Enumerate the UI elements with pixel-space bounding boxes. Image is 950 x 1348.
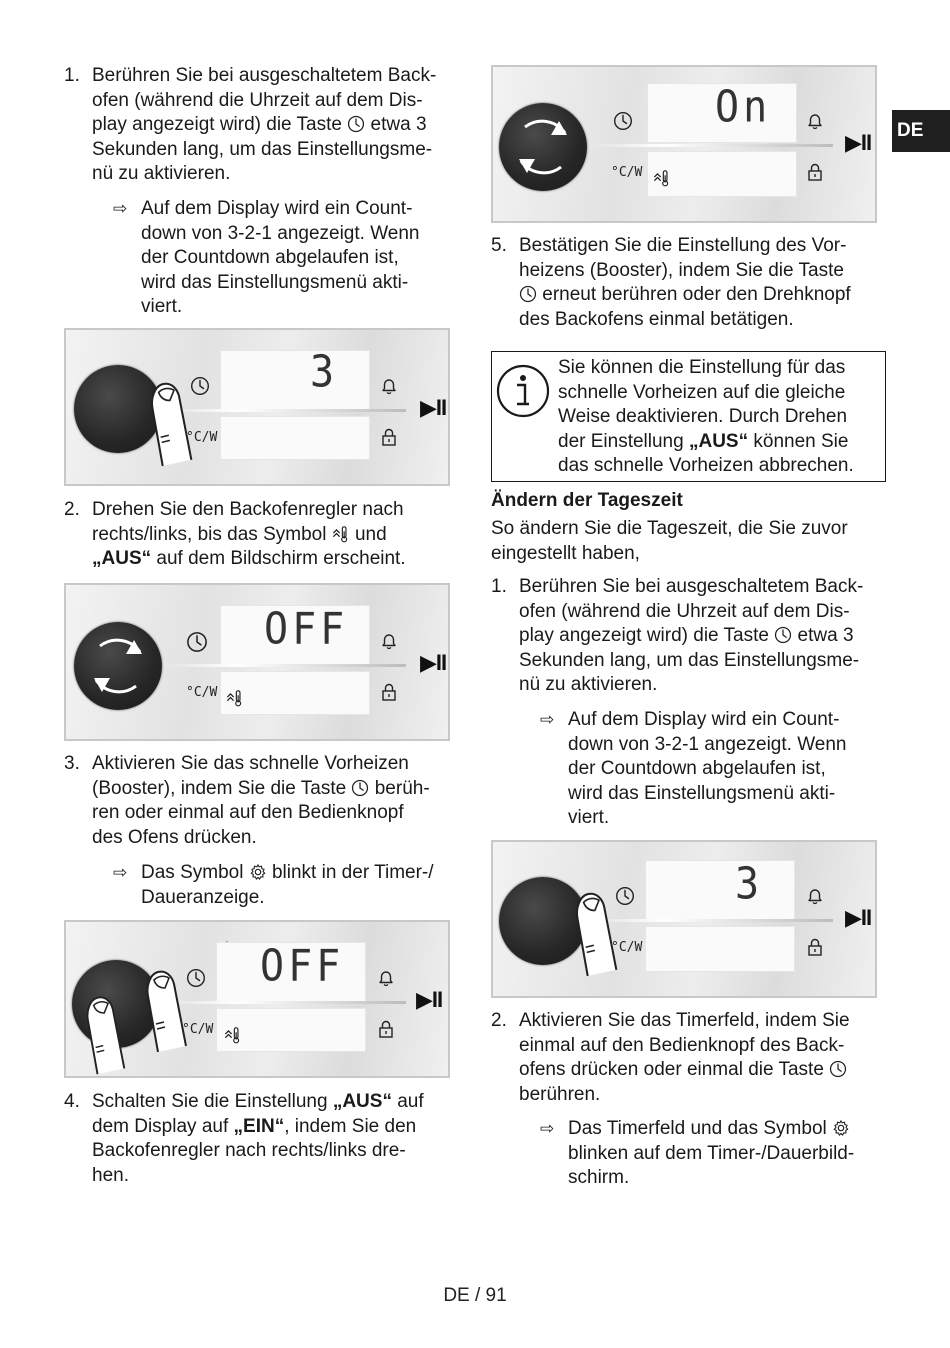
gear-icon <box>832 1119 850 1137</box>
display-bottom <box>220 416 370 460</box>
display-readout: OFF <box>260 940 345 992</box>
step-number: 2. <box>64 499 80 520</box>
booster-thermometer-icon <box>224 1026 242 1044</box>
info-text: das schnelle Vorheizen abbrechen. <box>558 455 854 477</box>
finger-icon <box>144 378 206 470</box>
control-panel-illustration <box>491 65 877 223</box>
step-text: Sekunden lang, um das Einstellungsme- <box>519 649 860 671</box>
step-text: Schalten Sie die Einstellung „AUS“ auf <box>92 1091 424 1112</box>
control-panel-illustration <box>491 840 877 998</box>
step-text: Aktivieren Sie das Timerfeld, indem Sie <box>519 1010 850 1031</box>
display-readout: On <box>715 81 772 133</box>
control-panel-illustration <box>64 920 450 1078</box>
result-arrow-icon: ⇨ <box>113 199 128 218</box>
temp-unit-label: °C/W <box>186 430 218 445</box>
play-pause-icon: ▶II <box>416 987 443 1012</box>
play-pause-icon: ▶II <box>845 905 872 930</box>
info-text: schnelle Vorheizen auf die gleiche <box>558 381 846 403</box>
result-text: wird das Einstellungsmenü akti- <box>568 782 836 804</box>
step-text: ofen (während die Uhrzeit auf dem Dis- <box>92 89 423 111</box>
result-text: down von 3-2-1 angezeigt. Wenn <box>141 222 420 244</box>
display-readout: OFF <box>264 603 349 655</box>
step-text: Aktivieren Sie das schnelle Vorheizen <box>92 753 409 774</box>
step-text: erneut berühren oder den Drehknopf <box>519 283 889 308</box>
step-text: Berühren Sie bei ausgeschaltetem Back- <box>92 65 437 86</box>
step-text: berühren. <box>519 1083 601 1105</box>
rotate-arrows-icon <box>499 103 587 191</box>
play-pause-icon: ▶II <box>845 130 872 155</box>
clock-icon <box>519 285 537 303</box>
info-icon <box>496 364 550 418</box>
booster-thermometer-icon <box>653 169 671 187</box>
step-text: „AUS“ auf dem Bildschirm erscheint. <box>92 548 406 570</box>
step-text: ofens drücken oder einmal die Taste <box>519 1058 889 1083</box>
clock-icon <box>351 779 369 797</box>
play-pause-icon: ▶II <box>420 650 447 675</box>
finger-icon <box>569 888 631 980</box>
intro-text: eingestellt haben, <box>491 542 640 564</box>
result-text: viert. <box>141 296 183 318</box>
lock-icon <box>379 427 399 447</box>
result-text: der Countdown abgelaufen ist, <box>141 247 399 269</box>
clock-icon <box>347 115 365 133</box>
page-number: DE / 91 <box>443 1285 507 1306</box>
control-panel-illustration <box>64 328 450 486</box>
booster-thermometer-icon <box>226 689 244 707</box>
step-text: ren oder einmal auf den Bedienknopf <box>92 802 404 824</box>
result-text: blinken auf dem Timer-/Dauerbild- <box>568 1142 855 1164</box>
step-text: rechts/links, bis das Symbol und <box>92 523 387 545</box>
temp-unit-label: °C/W <box>611 165 643 180</box>
booster-thermometer-icon <box>332 525 350 543</box>
step-text: Berühren Sie bei ausgeschaltetem Back- <box>519 576 864 597</box>
gear-icon <box>249 863 267 881</box>
step-number: 5. <box>491 235 507 256</box>
step-number: 4. <box>64 1091 80 1112</box>
step-text: Drehen Sie den Backofenregler nach <box>92 499 404 520</box>
clock-icon <box>774 626 792 644</box>
bell-icon <box>376 968 396 988</box>
step-text: Sekunden lang, um das Einstellungsme- <box>92 138 433 160</box>
step-number: 1. <box>491 576 507 597</box>
lock-icon <box>376 1019 396 1039</box>
result-arrow-icon: ⇨ <box>113 863 128 882</box>
step-number: 1. <box>64 65 80 86</box>
display-top <box>645 860 795 920</box>
result-text: der Countdown abgelaufen ist, <box>568 758 826 780</box>
temp-unit-label: °C/W <box>611 940 643 955</box>
step-text: nü zu aktivieren. <box>92 163 231 185</box>
step-text: hen. <box>92 1164 129 1186</box>
bell-icon <box>379 631 399 651</box>
result-arrow-icon: ⇨ <box>540 1119 555 1138</box>
lock-icon <box>805 937 825 957</box>
step-text: (Booster), indem Sie die Taste berüh- <box>92 777 430 799</box>
result-text: Daueranzeige. <box>141 886 265 908</box>
divider-line <box>166 1001 406 1004</box>
result-text: schirm. <box>568 1167 630 1189</box>
control-knob <box>74 622 162 710</box>
divider-line <box>593 144 833 147</box>
step-text: heizens (Booster), indem Sie die Taste <box>519 259 844 281</box>
divider-line <box>166 664 406 667</box>
lock-icon <box>379 682 399 702</box>
result-text: Das Symbol blinkt in der Timer-/ <box>141 862 434 883</box>
section-intro <box>491 517 886 566</box>
step-number: 2. <box>491 1010 507 1031</box>
display-top <box>220 346 370 410</box>
result-text: Das Timerfeld und das Symbol <box>568 1117 898 1142</box>
bell-icon <box>805 886 825 906</box>
finger-icon <box>80 992 138 1078</box>
display-readout: 3 <box>310 346 339 398</box>
info-text: der Einstellung „AUS“ können Sie <box>558 430 849 452</box>
result-text: down von 3-2-1 angezeigt. Wenn <box>568 733 847 755</box>
step-text: des Backofens einmal betätigen. <box>519 308 794 330</box>
step-text: ofen (während die Uhrzeit auf dem Dis- <box>519 600 850 622</box>
info-note-box <box>491 351 886 482</box>
temp-unit-label: °C/W <box>182 1022 214 1037</box>
step-text: einmal auf den Bedienknopf des Back- <box>519 1034 845 1056</box>
result-text: Auf dem Display wird ein Count- <box>141 198 413 219</box>
info-text: Weise deaktivieren. Durch Drehen <box>558 406 848 428</box>
result-arrow-icon: ⇨ <box>540 710 555 729</box>
clock-icon <box>829 1060 847 1078</box>
section-heading: Ändern der Tageszeit <box>491 490 683 511</box>
step-text: dem Display auf „EIN“, indem Sie den <box>92 1115 417 1137</box>
intro-text: So ändern Sie die Tageszeit, die Sie zuvor <box>491 518 848 539</box>
step-number: 3. <box>64 753 80 774</box>
result-text: Auf dem Display wird ein Count- <box>568 709 840 730</box>
result-text: wird das Einstellungsmenü akti- <box>141 271 409 293</box>
step-text: play angezeigt wird) die Taste etwa 3 <box>519 625 854 647</box>
bell-icon <box>379 376 399 396</box>
display-bottom <box>645 926 795 972</box>
display-readout: 3 <box>735 858 764 910</box>
step-text: Bestätigen Sie die Einstellung des Vor- <box>519 235 847 256</box>
temp-unit-label: °C/W <box>186 685 218 700</box>
control-knob <box>499 103 587 191</box>
control-panel-illustration <box>64 583 450 741</box>
step-text: nü zu aktivieren. <box>519 674 658 696</box>
language-tab: DE <box>892 110 950 152</box>
step-text: des Ofens drücken. <box>92 826 257 848</box>
bell-icon <box>805 111 825 131</box>
rotate-arrows-icon <box>74 622 162 710</box>
lock-icon <box>805 162 825 182</box>
step-text: play angezeigt wird) die Taste etwa 3 <box>92 114 427 136</box>
play-pause-icon: ▶II <box>420 395 447 420</box>
result-text: viert. <box>568 807 610 829</box>
clock-icon <box>613 111 633 131</box>
info-text: Sie können die Einstellung für das <box>558 357 846 378</box>
clock-icon <box>186 631 208 653</box>
step-text: Backofenregler nach rechts/links dre- <box>92 1140 406 1162</box>
